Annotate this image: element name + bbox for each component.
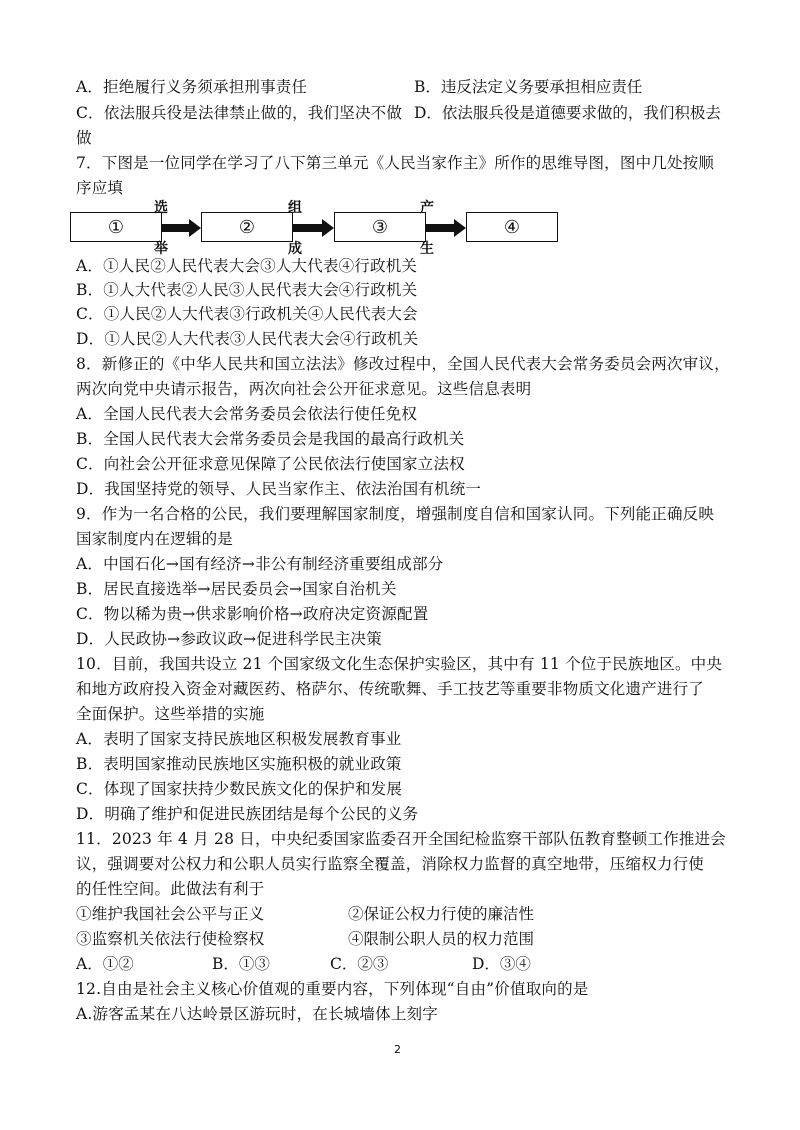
q6-option-b: B．违反法定义务要承担相应责任 — [414, 78, 643, 96]
q11-option-b: B．①③ — [212, 955, 270, 973]
q8-stem: 8．新修正的《中华人民共和国立法法》修改过程中，全国人民代表大会常务委员会两次审议， — [76, 355, 730, 373]
q9-option-c: C．物以稀为贵→供求影响价格→政府决定资源配置 — [76, 605, 429, 623]
arrow3-top-label: 产 — [420, 200, 434, 216]
q7-option-b: B．①人大代表②人民③人民代表大会④行政机关 — [76, 281, 418, 299]
q12-stem: 12.自由是社会主义核心价值观的重要内容，下列体现“自由”价值取向的是 — [76, 980, 589, 998]
page-number: 2 — [394, 1043, 401, 1056]
arrow-right-icon — [162, 218, 202, 238]
diagram-box-1: ① — [70, 212, 162, 242]
diagram-box-4: ④ — [466, 212, 558, 242]
q6-option-c: C．依法服兵役是法律禁止做的，我们坚决不做 — [76, 104, 403, 122]
q11-item-2: ②保证公权力行使的廉洁性 — [348, 905, 535, 923]
arrow1-top-label: 选 — [154, 200, 168, 216]
q9-stem: 9．作为一名合格的公民，我们要理解国家制度，增强制度自信和国家认同。下列能正确反映 — [76, 505, 715, 523]
q8-stem-cont: 两次向党中央请示报告，两次向社会公开征求意见。这些信息表明 — [76, 380, 532, 398]
arrow2-top-label: 组 — [288, 200, 302, 216]
q8-option-d: D．我国坚持党的领导、人民当家作主、依法治国有机统一 — [76, 480, 482, 498]
q7-option-d: D．①人民②人大代表③人民代表大会④行政机关 — [76, 330, 419, 348]
q12-option-a: A.游客孟某在八达岭景区游玩时，在长城墙体上刻字 — [76, 1005, 438, 1023]
q7-stem-cont: 序应填 — [76, 179, 124, 197]
q11-option-a: A．①② — [76, 955, 134, 973]
q8-option-b: B．全国人民代表大会常务委员会是我国的最高行政机关 — [76, 430, 465, 448]
arrow3-bottom-label: 生 — [420, 241, 434, 257]
diagram-box-3: ③ — [334, 212, 426, 242]
q7-option-a: A．①人民②人民代表大会③人大代表④行政机关 — [76, 257, 418, 275]
q11-stem-cont1: 议，强调要对公权力和公职人员实行监察全覆盖，消除权力监督的真空地带，压缩权力行使 — [76, 855, 705, 873]
arrow-right-icon — [426, 218, 467, 238]
q10-option-b: B．表明国家推动民族地区实施积极的就业政策 — [76, 755, 402, 773]
q6-option-d-cont: 做 — [76, 129, 92, 147]
q7-stem: 7．下图是一位同学在学习了八下第三单元《人民当家作主》所作的思维导图，图中几处按顺 — [76, 154, 715, 172]
q10-stem-cont1: 和地方政府投入资金对藏医药、格萨尔、传统歌舞、手工技艺等重要非物质文化遗产进行了 — [76, 680, 705, 698]
q6-option-a: A．拒绝履行义务须承担刑事责任 — [76, 78, 308, 96]
q11-item-4: ④限制公职人员的权力范围 — [348, 930, 535, 948]
q10-option-d: D．明确了维护和促进民族团结是每个公民的义务 — [76, 805, 419, 823]
q7-option-c: C．①人民②人大代表③行政机关④人民代表大会 — [76, 305, 418, 323]
q11-item-1: ①维护我国社会公平与正义 — [76, 905, 265, 923]
q10-option-c: C．体现了国家扶持少数民族文化的保护和发展 — [76, 780, 403, 798]
arrow2-bottom-label: 成 — [288, 241, 302, 257]
q8-option-c: C．向社会公开征求意见保障了公民依法行使国家立法权 — [76, 455, 465, 473]
q11-stem-cont2: 的任性空间。此做法有利于 — [76, 880, 265, 898]
q9-option-d: D．人民政协→参政议政→促进科学民主决策 — [76, 630, 382, 648]
arrow-right-icon — [293, 218, 335, 238]
q11-item-3: ③监察机关依法行使检察权 — [76, 930, 265, 948]
q9-option-a: A．中国石化→国有经济→非公有制经济重要组成部分 — [76, 555, 444, 573]
q11-option-c: C．②③ — [330, 955, 389, 973]
q11-option-d: D．③④ — [472, 955, 531, 973]
q11-stem: 11．2023 年 4 月 28 日，中央纪委国家监委召开全国纪检监察干部队伍教育整顿工作推进会 — [76, 830, 726, 848]
q10-option-a: A．表明了国家支持民族地区积极发展教育事业 — [76, 730, 402, 748]
q9-stem-cont: 国家制度内在逻辑的是 — [76, 530, 234, 548]
q10-stem-cont2: 全面保护。这些举措的实施 — [76, 705, 265, 723]
q10-stem: 10．目前，我国共设立 21 个国家级文化生态保护实验区，其中有 11 个位于民族地区。中央 — [76, 655, 723, 673]
q9-option-b: B．居民直接选举→居民委员会→国家自治机关 — [76, 580, 397, 598]
q8-option-a: A．全国人民代表大会常务委员会依法行使任免权 — [76, 405, 418, 423]
diagram-box-2: ② — [201, 212, 293, 242]
arrow1-bottom-label: 举 — [154, 241, 168, 257]
q6-option-d: D．依法服兵役是道德要求做的，我们积极去 — [414, 104, 721, 122]
